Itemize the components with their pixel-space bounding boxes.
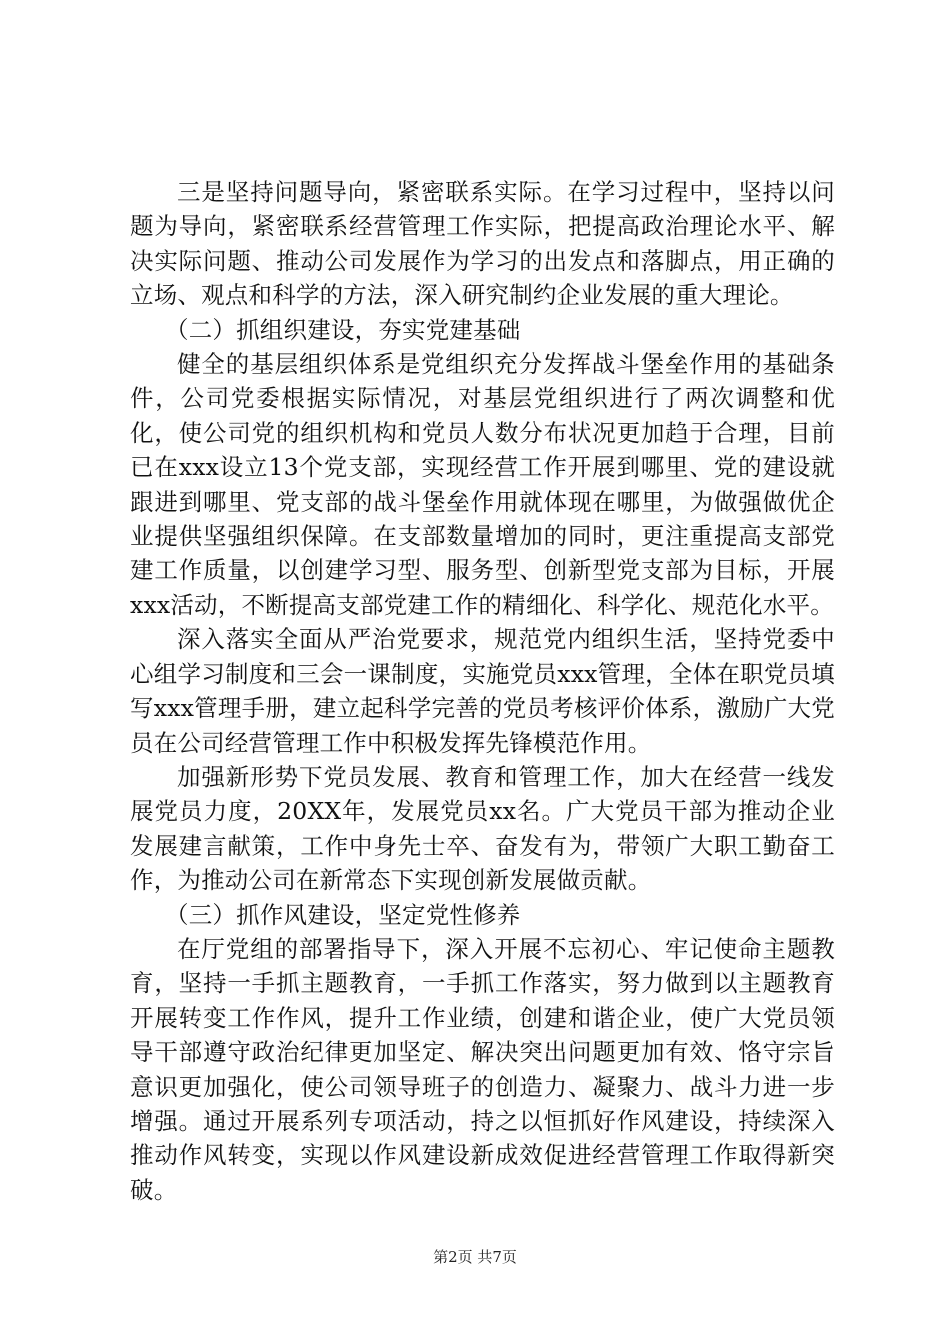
paragraph-member-development: 加强新形势下党员发展、教育和管理工作，加大在经营一线发展党员力度，20XX年，发展党员xx名。广大党员干部为推动企业发展建言献策，工作中身先士卒、奋发有为，带领广大职工勤奋工作，为推动公司在新常态下实现创新发展做贡献。 [130, 762, 835, 895]
section-heading-work-style: （三）抓作风建设，坚定党性修养 [165, 900, 521, 929]
section-heading-organization: （二）抓组织建设，夯实党建基础 [165, 315, 521, 344]
paragraph-problem-orientation: 三是坚持问题导向，紧密联系实际。在学习过程中，坚持以问题为导向，紧密联系经营管理工作实际，把提高政治理论水平、解决实际问题、推动公司发展作为学习的出发点和落脚点，用正确的立场、观点和科学的方法，深入研究制约企业发展的重大理论。 [130, 178, 835, 310]
page-number-footer: 第2页 共7页 [433, 1248, 517, 1266]
document-body [130, 175, 835, 1207]
paragraph-grassroots-organization: 健全的基层组织体系是党组织充分发挥战斗堡垒作用的基础条件，公司党委根据实际情况，对基层党组织进行了两次调整和优化，使公司党的组织机构和党员人数分布状况更加趋于合理，目前已在xxx设立13个党支部，实现经营工作开展到哪里、党的建设就跟进到哪里、党支部的战斗堡垒作用就体现在哪里，为做强做优企业提供坚强组织保障。在支部数量增加的同时，更注重提高支部党建工作质量，以创建学习型、服务型、创新型党支部为目标，开展xxx活动，不断提高支部党建工作的精细化、科学化、规范化水平。 [130, 350, 835, 619]
paragraph-strict-governance: 深入落实全面从严治党要求，规范党内组织生活，坚持党委中心组学习制度和三会一课制度，实施党员xxx管理，全体在职党员填写xxx管理手册，建立起科学完善的党员考核评价体系，激励广大党员在公司经营管理工作中积极发挥先锋模范作用。 [130, 625, 835, 757]
paragraph-theme-education: 在厅党组的部署指导下，深入开展不忘初心、牢记使命主题教育，坚持一手抓主题教育，一手抓工作落实，努力做到以主题教育开展转变工作作风，提升工作业绩，创建和谐企业，使广大党员领导干部遵守政治纪律更加坚定、解决突出问题更加有效、恪守宗旨意识更加强化，使公司领导班子的创造力、凝聚力、战斗力进一步增强。通过开展系列专项活动，持之以恒抓好作风建设，持续深入推动作风转变，实现以作风建设新成效促进经营管理工作取得新突破。 [130, 934, 835, 1204]
